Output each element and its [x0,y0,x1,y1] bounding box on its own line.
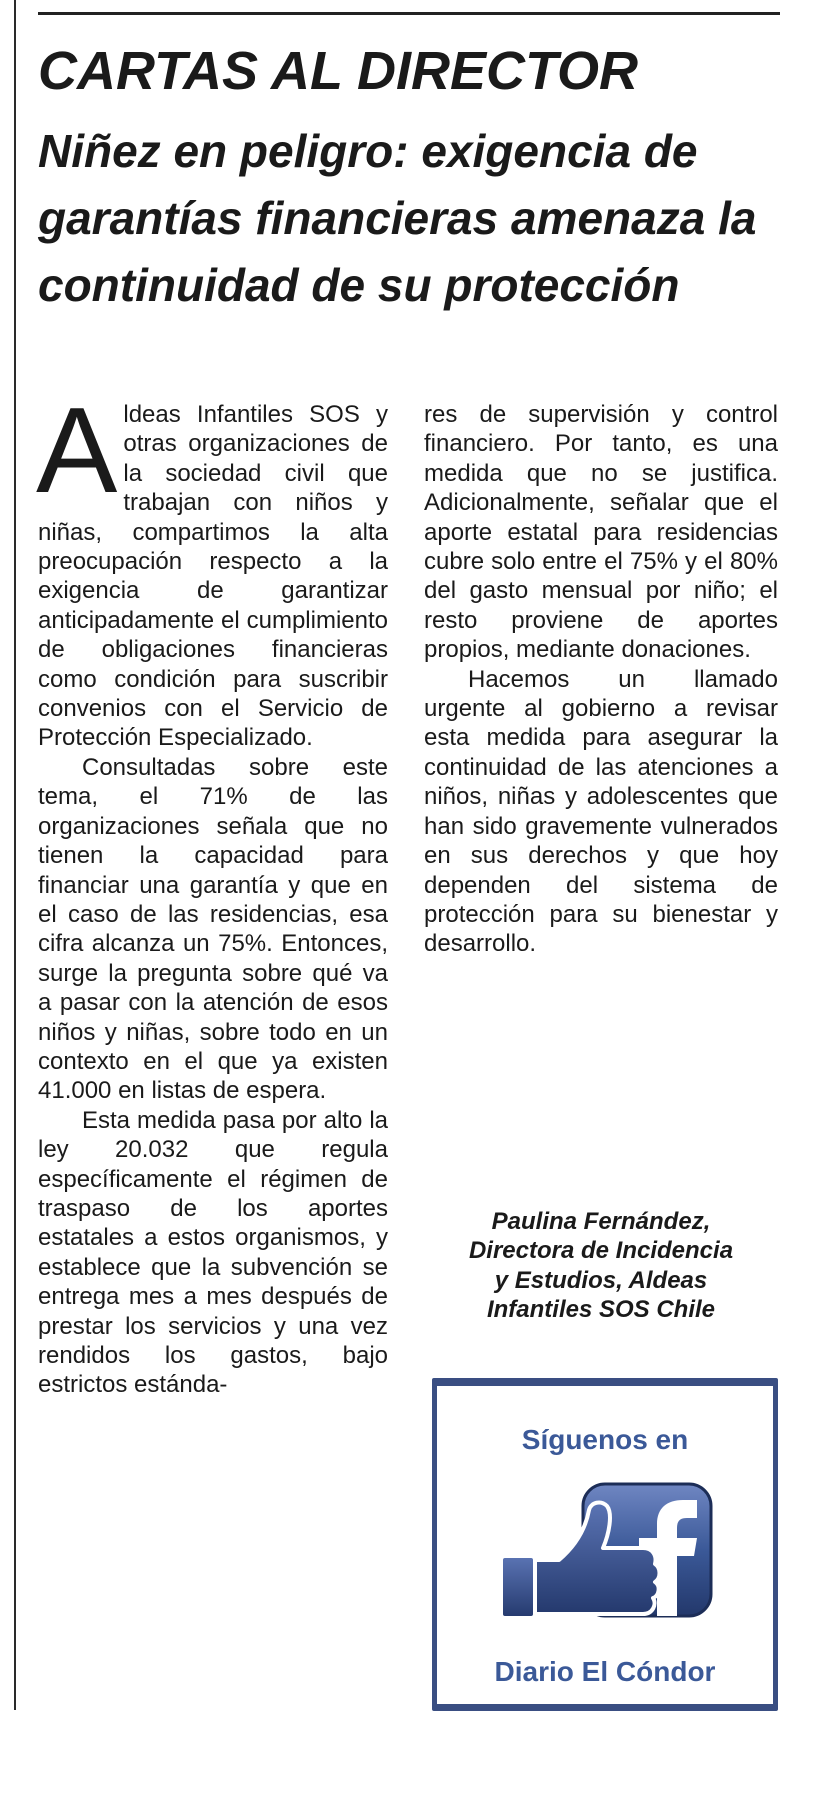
paragraph-1 [36,382,388,753]
paragraph-3-part-2: res de supervisión y control financiero. Por tanto, es una medida que no se justifica. Adicionalmente, señalar que el aporte estatal para residencias cubre solo entre el 75% y el 80% del gasto mensual por niño; el resto proviene de aportes propios, mediante donaciones. [424,401,778,664]
paragraph-1-text: ldeas Infantiles SOS y otras organizaciones de la sociedad civil que trabajan con niños y niñas, compartimos la alta preocupación respecto a la exigencia de garantizar anticipadamente el cumplimiento de obligaciones financieras como condición para suscribir convenios con el Servicio de Protección Especializado. [38,401,388,752]
paragraph-2: Consultadas sobre este tema, el 71% de las organizaciones señala que no tienen la capacidad para financiar una garantía y que en el caso de las residencias, esa cifra alcanza un 75%. Entonces, surge la pregunta sobre qué va a pasar con la atención de esos niños y niñas, sobre todo en un contexto en el que ya existen 41.000 en listas de espera. [38,753,388,1105]
section-title: CARTAS AL DIRECTOR [38,41,639,101]
author-signature [424,1207,778,1325]
promo-top-text: Síguenos en [521,1424,689,1455]
signature-name: Paulina Fernández, [491,1208,711,1235]
signature-title-2: y Estudios, Aldeas [494,1266,708,1294]
signature-organization: Infantiles SOS Chile [486,1296,716,1324]
promo-bottom-text: Diario El Cóndor [494,1656,716,1687]
paragraph-4: Hacemos un llamado urgente al gobierno a revisar esta medida para asegurar la continuidad de las atenciones a niños, niñas y adolescentes que han sido gravemente vulnerados en sus derechos y que hoy dependen del sistema de protección para su bienestar y desarrollo. [424,665,778,958]
article-column-right [424,400,778,959]
drop-cap: A [36,382,118,518]
signature-title: Directora de Incidencia [468,1237,734,1265]
left-column-rule [14,0,16,1710]
facebook-promo-box[interactable] [432,1378,778,1711]
paragraph-3-part-1: Esta medida pasa por alto la ley 20.032 que regula específicamente el régimen de traspaso de los aportes estatales a estos organismos, y establece que la subvención se entrega mes a mes después de prestar los servicios y una vez rendidos los gastos, bajo estrictos estánda- [38,1106,388,1399]
article-column-left [36,382,388,1400]
facebook-like-icon[interactable] [497,1476,717,1646]
top-rule [38,12,780,15]
headline: Niñez en peligro: exigencia de garantías financieras amenaza la continuidad de su protección [38,125,757,311]
